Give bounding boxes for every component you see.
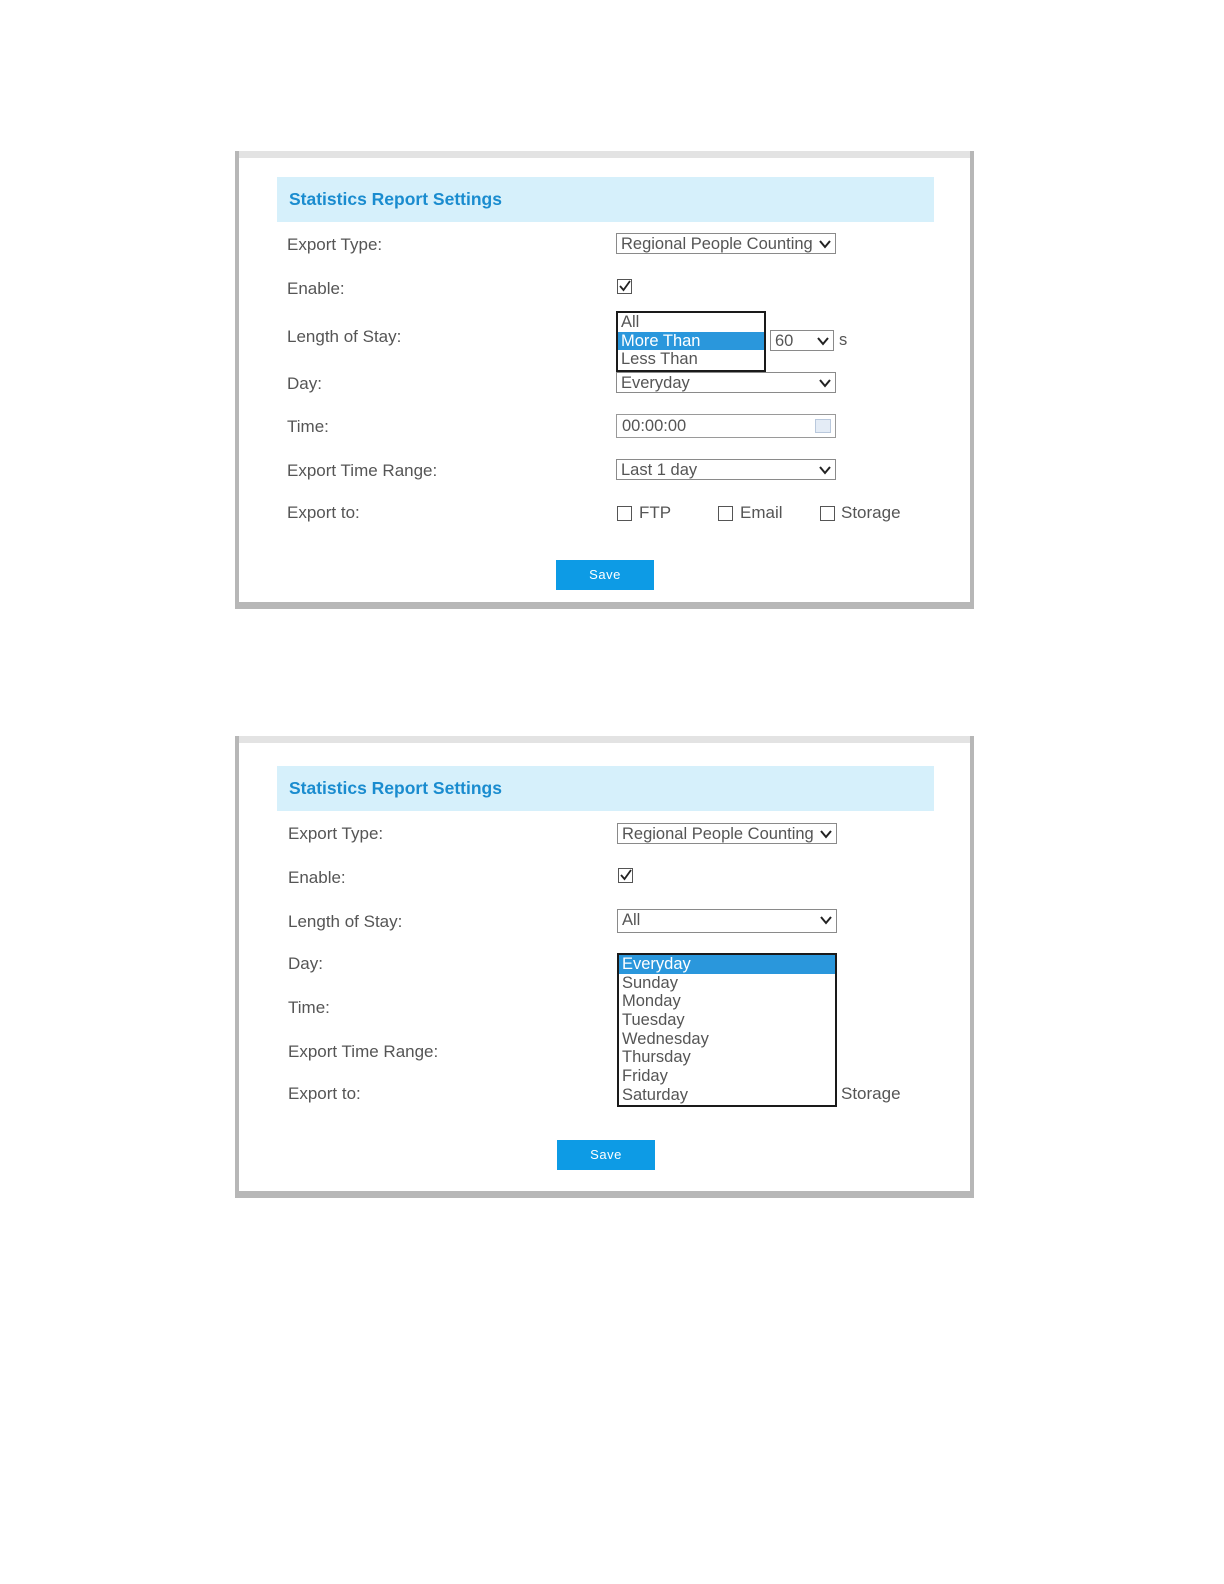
checkmark-icon (619, 280, 631, 292)
ftp-checkbox[interactable] (617, 506, 632, 521)
chevron-down-icon (818, 463, 832, 477)
export-type-value: Regional People Counting (622, 825, 814, 843)
day-select[interactable] (616, 372, 836, 393)
length-of-stay-select[interactable] (617, 909, 837, 933)
export-type-label: Export Type: (288, 824, 384, 843)
chevron-down-icon (816, 334, 830, 348)
save-button[interactable]: Save (557, 1140, 655, 1170)
export-time-range-value: Last 1 day (621, 461, 698, 479)
panel-top-bar (239, 736, 970, 743)
day-label: Day: (287, 374, 322, 393)
storage-label: Storage (841, 503, 901, 522)
export-time-range-label: Export Time Range: (287, 461, 438, 480)
chevron-down-icon (818, 237, 832, 251)
calendar-icon[interactable] (815, 419, 831, 433)
section-title: Statistics Report Settings (289, 189, 502, 209)
enable-label: Enable: (287, 279, 345, 298)
length-option-more-than[interactable]: More Than (618, 332, 764, 351)
day-option-monday[interactable]: Monday (622, 992, 681, 1011)
day-option-sunday[interactable]: Sunday (622, 973, 678, 992)
day-option-tuesday[interactable]: Tuesday (622, 1011, 685, 1030)
export-to-label: Export to: (287, 503, 360, 522)
panel-top-bar (239, 151, 970, 158)
export-time-range-select[interactable] (616, 459, 836, 480)
settings-panel-1 (235, 151, 974, 609)
checkmark-icon (620, 869, 632, 881)
length-option-less-than[interactable]: Less Than (621, 350, 698, 369)
length-of-stay-listbox[interactable] (616, 311, 766, 372)
export-type-value: Regional People Counting (621, 235, 813, 253)
seconds-select[interactable] (770, 330, 834, 351)
enable-label: Enable: (288, 868, 346, 887)
export-type-select[interactable] (616, 233, 836, 254)
seconds-value: 60 (775, 332, 794, 350)
seconds-unit: s (839, 331, 848, 349)
day-option-wednesday[interactable]: Wednesday (622, 1029, 709, 1048)
section-title: Statistics Report Settings (289, 778, 502, 798)
length-of-stay-value: All (622, 911, 641, 929)
section-header (277, 177, 934, 222)
export-to-label: Export to: (288, 1084, 361, 1103)
settings-panel-2 (235, 736, 974, 1198)
section-header (277, 766, 934, 811)
enable-checkbox[interactable] (618, 868, 633, 883)
day-option-saturday[interactable]: Saturday (622, 1085, 689, 1104)
day-option-thursday[interactable]: Thursday (622, 1048, 691, 1067)
save-button[interactable]: Save (556, 560, 654, 590)
day-value: Everyday (621, 374, 690, 392)
day-label: Day: (288, 954, 323, 973)
length-option-all[interactable]: All (621, 313, 640, 331)
storage-label: Storage (841, 1084, 901, 1103)
time-label: Time: (287, 417, 329, 436)
export-type-select[interactable] (617, 823, 837, 844)
length-of-stay-label: Length of Stay: (287, 327, 402, 346)
chevron-down-icon (819, 913, 833, 927)
time-input[interactable] (616, 414, 836, 438)
time-label: Time: (288, 998, 330, 1017)
day-option-friday[interactable]: Friday (622, 1067, 668, 1086)
export-type-label: Export Type: (287, 235, 383, 254)
length-of-stay-label: Length of Stay: (288, 912, 403, 931)
enable-checkbox[interactable] (617, 279, 632, 294)
time-value: 00:00:00 (622, 417, 687, 435)
email-checkbox[interactable] (718, 506, 733, 521)
storage-checkbox[interactable] (820, 506, 835, 521)
ftp-label: FTP (639, 503, 672, 522)
email-label: Email (740, 503, 783, 522)
day-listbox[interactable] (617, 953, 837, 1107)
export-time-range-label: Export Time Range: (288, 1042, 439, 1061)
day-option-everyday[interactable]: Everyday (619, 955, 835, 974)
chevron-down-icon (818, 376, 832, 390)
chevron-down-icon (819, 827, 833, 841)
